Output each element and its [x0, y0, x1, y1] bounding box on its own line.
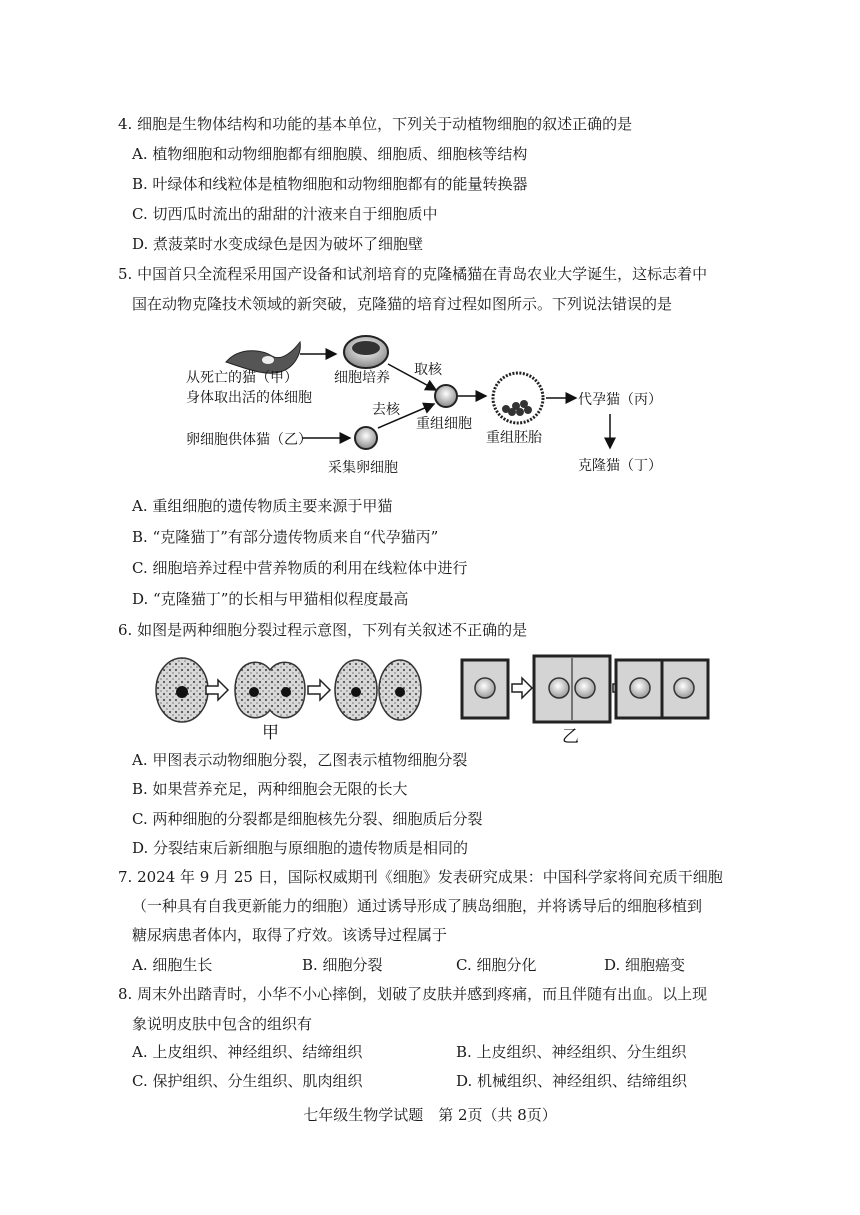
- q8-option-b: B. 上皮组织、神经组织、分生组织: [456, 1043, 687, 1061]
- arrow-icon: [308, 680, 330, 700]
- daughter-plant-cells-icon: [616, 660, 708, 718]
- somatic-cell-icon: [226, 342, 300, 373]
- q7-stem-line3: 糖尿病患者体内，取得了疗效。该诱导过程属于: [132, 926, 448, 944]
- recombinant-cell-icon: [435, 385, 457, 407]
- cat-a-label-1: 从死亡的猫（甲）: [186, 370, 298, 386]
- q5-option-c: C. 细胞培养过程中营养物质的利用在线粒体中进行: [132, 559, 468, 577]
- q8-stem-line2: 象说明皮肤中包含的组织有: [132, 1015, 313, 1033]
- daughter-animal-cells-icon: [335, 660, 421, 720]
- animal-cell-icon: [156, 658, 208, 722]
- arrow-icon: [206, 680, 228, 700]
- culture-dish-icon: [344, 336, 388, 368]
- q8-option-a: A. 上皮组织、神经组织、结缔组织: [132, 1043, 363, 1061]
- q7-option-c: C. 细胞分化: [456, 956, 537, 974]
- dividing-plant-cell-icon: [534, 656, 610, 722]
- q7-option-a: A. 细胞生长: [132, 956, 213, 974]
- q4-stem: 4. 细胞是生物体结构和功能的基本单位，下列关于动植物细胞的叙述正确的是: [118, 115, 633, 133]
- egg-cell-icon: [355, 427, 377, 449]
- q4-option-d: D. 煮菠菜时水变成绿色是因为破坏了细胞壁: [132, 235, 424, 253]
- q5-stem-line1: 5. 中国首只全流程采用国产设备和试剂培育的克隆橘猫在青岛农业大学诞生，这标志着中: [118, 265, 708, 283]
- collect-egg-label: 采集卵细胞: [328, 460, 398, 476]
- q5-option-a: A. 重组细胞的遗传物质主要来源于甲猫: [132, 497, 393, 515]
- remove-nucleus-label: 去核: [372, 402, 400, 418]
- cloned-cat-label: 克隆猫（丁）: [578, 458, 662, 474]
- q6-option-b: B. 如果营养充足，两种细胞会无限的长大: [132, 780, 408, 798]
- cat-a-label-2: 身体取出活的体细胞: [186, 390, 312, 406]
- q4-option-c: C. 切西瓜时流出的甜甜的汁液来自于细胞质中: [132, 205, 438, 223]
- q8-stem-line1: 8. 周末外出踏青时，小华不小心摔倒，划破了皮肤并感到疼痛，而且伴随有出血。以上现: [118, 985, 708, 1003]
- q6-option-a: A. 甲图表示动物细胞分裂，乙图表示植物细胞分裂: [132, 751, 468, 769]
- recombinant-cell-label: 重组细胞: [416, 416, 472, 432]
- cell-division-diagram: [0, 650, 860, 750]
- plant-cell-icon: [462, 660, 508, 718]
- q7-option-d: D. 细胞癌变: [604, 956, 686, 974]
- q7-stem-line2: （一种具有自我更新能力的细胞）通过诱导形成了胰岛细胞，并将诱导后的细胞移植到: [132, 897, 703, 915]
- q7-option-b: B. 细胞分裂: [302, 956, 383, 974]
- q6-stem: 6. 如图是两种细胞分裂过程示意图，下列有关叙述不正确的是: [118, 621, 528, 639]
- q5-option-d: D. “克隆猫丁”的长相与甲猫相似程度最高: [132, 590, 409, 608]
- label-jia: 甲: [262, 723, 279, 743]
- embryo-icon: [493, 373, 543, 423]
- q5-stem-line2: 国在动物克隆技术领域的新突破，克隆猫的培育过程如图所示。下列说法错误的是: [132, 295, 673, 313]
- q6-option-c: C. 两种细胞的分裂都是细胞核先分裂、细胞质后分裂: [132, 810, 483, 828]
- q4-option-b: B. 叶绿体和线粒体是植物细胞和动物细胞都有的能量转换器: [132, 175, 528, 193]
- q7-stem-line1: 7. 2024 年 9 月 25 日，国际权威期刊《细胞》发表研究成果：中国科学家将间充质干细胞: [118, 868, 723, 886]
- arrow-icon: [512, 678, 532, 698]
- q4-option-a: A. 植物细胞和动物细胞都有细胞膜、细胞质、细胞核等结构: [132, 145, 528, 163]
- donor-cat-label: 卵细胞供体猫（乙）: [186, 432, 312, 448]
- page-footer: 七年级生物学试题 第 2页（共 8页）: [303, 1106, 557, 1124]
- q8-option-d: D. 机械组织、神经组织、结缔组织: [456, 1072, 688, 1090]
- culture-label: 细胞培养: [334, 370, 390, 386]
- label-yi: 乙: [562, 727, 579, 747]
- q6-option-d: D. 分裂结束后新细胞与原细胞的遗传物质是相同的: [132, 839, 469, 857]
- q5-option-b: B. “克隆猫丁”有部分遗传物质来自“代孕猫丙”: [132, 528, 439, 546]
- cloning-diagram: [0, 320, 860, 490]
- take-nucleus-label: 取核: [414, 362, 442, 378]
- embryo-label: 重组胚胎: [486, 430, 542, 446]
- dividing-animal-cell-icon: [235, 662, 305, 717]
- surrogate-cat-label: 代孕猫（丙）: [578, 392, 662, 408]
- q8-option-c: C. 保护组织、分生组织、肌肉组织: [132, 1072, 363, 1090]
